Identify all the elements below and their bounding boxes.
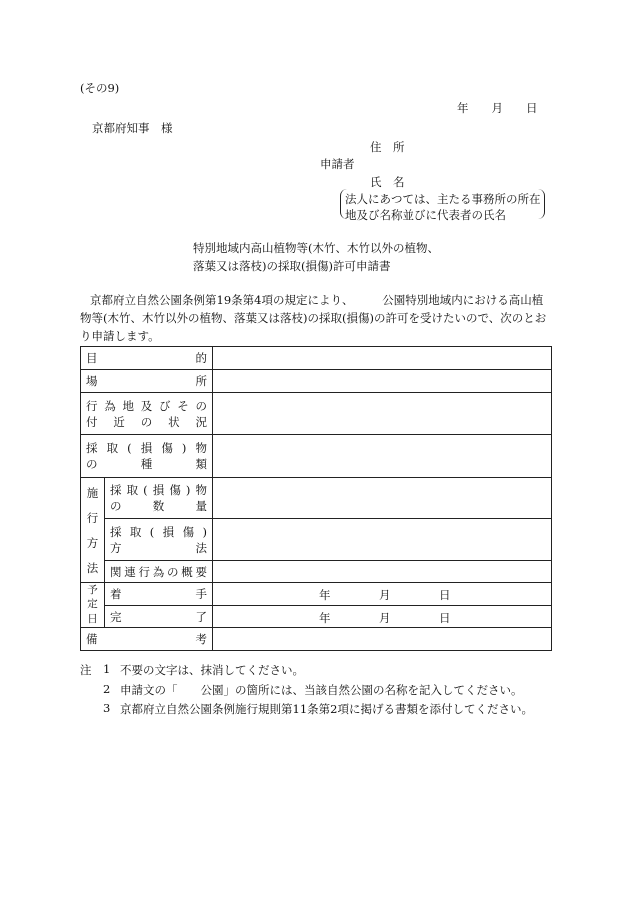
label-schedule-group-text: 予 定 日 bbox=[87, 583, 98, 626]
label-location bbox=[81, 393, 213, 435]
note-2-number: 2 bbox=[103, 682, 111, 696]
field-start-date[interactable] bbox=[213, 583, 552, 606]
body-text-line3: り申請します。 bbox=[80, 329, 160, 343]
label-place-chars: 場 所 bbox=[86, 374, 207, 388]
notes-prefix: 注 bbox=[80, 663, 92, 677]
start-day: 日 bbox=[439, 588, 451, 602]
field-related[interactable] bbox=[213, 561, 552, 583]
field-purpose[interactable] bbox=[213, 347, 552, 370]
field-kind[interactable] bbox=[213, 435, 552, 478]
label-start-text: 着 手 bbox=[110, 587, 207, 601]
address-label: 住 所 bbox=[370, 140, 405, 154]
note-2: 申請文の「 公園」の箇所には、当該自然公園の名称を記入してください。 bbox=[120, 683, 523, 697]
note-1: 不要の文字は、抹消してください。 bbox=[120, 663, 304, 677]
field-end-date[interactable] bbox=[213, 606, 552, 628]
start-year: 年 bbox=[319, 588, 331, 602]
name-label: 氏 名 bbox=[370, 175, 405, 189]
field-place[interactable] bbox=[213, 370, 552, 393]
label-how-l2: 方 法 bbox=[110, 540, 207, 555]
label-related-text: 関 連 行 為 の 概 要 bbox=[110, 564, 207, 579]
label-purpose bbox=[81, 347, 213, 370]
corporate-note-line1: 法人にあつては、主たる事務所の所在 bbox=[345, 192, 541, 206]
label-how bbox=[105, 519, 213, 561]
label-remarks-text: 備 考 bbox=[86, 632, 207, 646]
label-purpose-text bbox=[86, 350, 207, 366]
applicant-label: 申請者 bbox=[320, 157, 355, 171]
label-end bbox=[105, 606, 213, 628]
form-number: (その9) bbox=[80, 81, 120, 95]
field-remarks[interactable] bbox=[213, 628, 552, 651]
end-day: 日 bbox=[439, 611, 451, 625]
label-kind-l2: の 種 類 bbox=[86, 457, 207, 471]
note-3: 京都府立自然公園条例施行規則第11条第2項に掲げる書類を添付してください。 bbox=[120, 702, 533, 716]
label-kind bbox=[81, 435, 213, 478]
label-quantity-l2: の 数 量 bbox=[110, 499, 207, 513]
body-text-line1: 京都府立自然公園条例第19条第4項の規定により、 公園特別地域内における高山植 bbox=[90, 293, 544, 307]
label-method-group-text: 施 行 方 法 bbox=[86, 485, 99, 575]
label-remarks bbox=[81, 628, 213, 651]
label-quantity-l1: 採 取 ( 損 傷 ) 物 bbox=[110, 483, 207, 497]
label-related bbox=[105, 561, 213, 583]
document-title-line2: 落葉又は落枝)の採取(損傷)許可申請書 bbox=[193, 259, 391, 273]
start-month: 月 bbox=[379, 588, 391, 602]
field-quantity[interactable] bbox=[213, 478, 552, 519]
label-kind-l1: 採 取 ( 損 傷 ) 物 bbox=[86, 441, 207, 455]
date-line: 年 月 日 bbox=[457, 101, 538, 115]
label-purpose-chars: 目 的 bbox=[86, 351, 207, 365]
label-method-group bbox=[81, 478, 105, 583]
corporate-note-line2: 地及び名称並びに代表者の氏名 bbox=[345, 208, 506, 222]
label-location-l2: 付 近 の 状 況 bbox=[86, 414, 207, 429]
end-year: 年 bbox=[319, 611, 331, 625]
field-location[interactable] bbox=[213, 393, 552, 435]
label-location-l1: 行 為 地 及 び そ の bbox=[86, 398, 207, 413]
label-how-l1: 採 取 ( 損 傷 ) bbox=[110, 524, 207, 539]
addressee: 京都府知事 様 bbox=[92, 121, 173, 135]
body-text-line2: 物等(木竹、木竹以外の植物、落葉又は落枝)の採取(損傷)の許可を受けたいので、次のとお bbox=[80, 311, 547, 325]
field-how[interactable] bbox=[213, 519, 552, 561]
note-3-number: 3 bbox=[103, 701, 111, 715]
label-place-text bbox=[86, 373, 207, 389]
label-end-text: 完 了 bbox=[110, 609, 207, 624]
document-title-line1: 特別地域内高山植物等(木竹、木竹以外の植物、 bbox=[193, 241, 439, 255]
note-1-number: 1 bbox=[103, 662, 111, 676]
label-quantity bbox=[105, 478, 213, 519]
label-place bbox=[81, 370, 213, 393]
label-schedule-group bbox=[81, 583, 105, 628]
label-start bbox=[105, 583, 213, 606]
application-table bbox=[80, 346, 552, 651]
end-month: 月 bbox=[379, 611, 391, 625]
